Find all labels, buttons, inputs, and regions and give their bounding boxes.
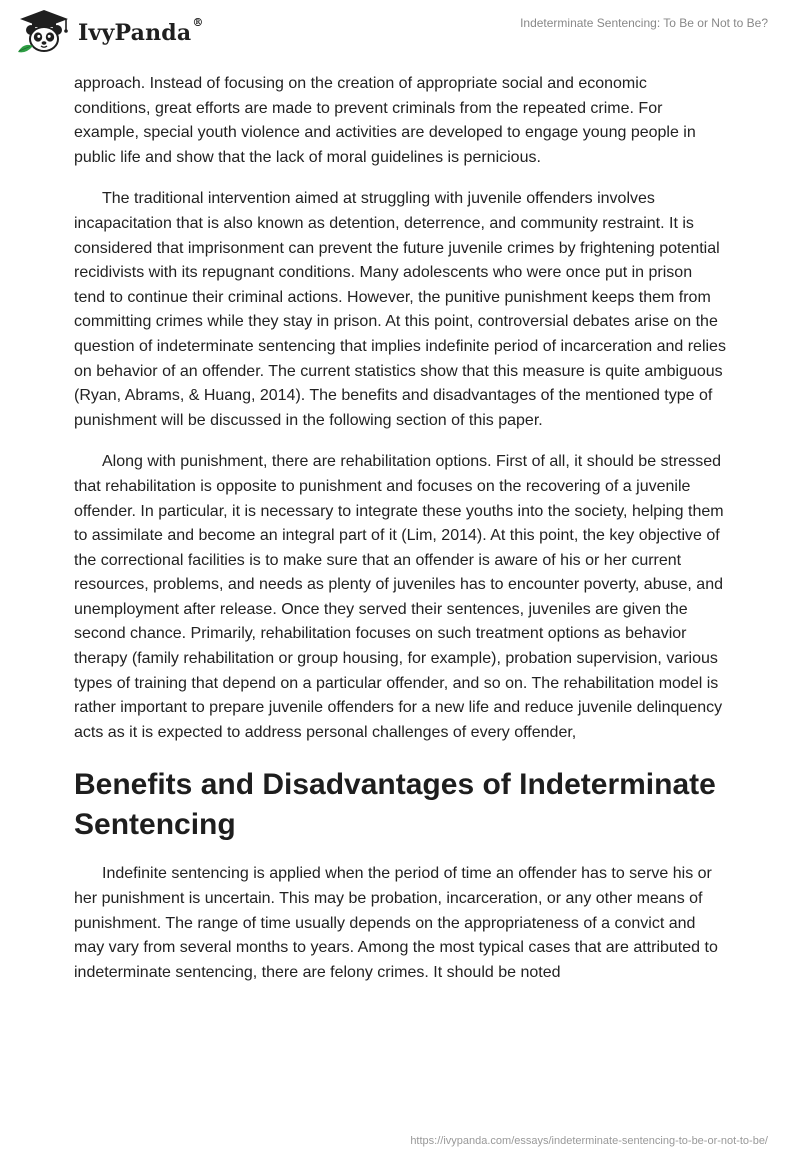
- page-header: [0, 0, 800, 70]
- registered-mark: ®: [192, 16, 204, 29]
- section-heading: Benefits and Disadvantages of Indeterminate Sentencing: [74, 768, 716, 842]
- logo-name: IvyPanda: [78, 20, 192, 46]
- paragraph-indefinite-sentencing: Indefinite sentencing is applied when the period of time an offender has to serve his or her punishment is uncertain. This may be probation, incarceration, or any other means of punishment. The range of time usually depends on the appropriateness of a convict and may vary from several months to years. Among the most typical cases that are attributed to indeterminate sentencing, there are felony crimes. It should be noted: [74, 865, 718, 981]
- panda-graduate-icon: [16, 8, 72, 56]
- ivypanda-logo[interactable]: [16, 8, 204, 56]
- document-title: Indeterminate Sentencing: To Be or Not to Be?: [520, 16, 768, 30]
- paragraph-rehabilitation: Along with punishment, there are rehabilitation options. First of all, it should be stressed that rehabilitation is opposite to punishment and focuses on the recovering of a juvenile offender. In particular, it is necessary to integrate these youths into the society, helping them to assimilate and become an integral part of it (Lim, 2014). At this point, the key objective of the correctional facilities is to make sure that an offender is aware of his or her current resources, problems, and needs as plenty of juveniles has to encounter poverty, abuse, and unemployment after release. Once they served their sentences, juveniles are given the second chance. Primarily, rehabilitation focuses on such treatment options as behavior therapy (family rehabilitation or group housing, for example), probation supervision, various types of training that depend on a particular offender, and so on. The rehabilitation model is rather important to prepare juvenile offenders for a new life and reduce juvenile delinquency acts as it is expected to address personal challenges of every offender,: [74, 453, 724, 741]
- logo-wordmark: [78, 16, 204, 46]
- essay-body: [74, 72, 726, 985]
- paragraph-continuation: approach. Instead of focusing on the creation of appropriate social and economic conditions, great efforts are made to prevent criminals from the repeated crime. For example, special youth violence and activities are developed to engage young people in public life and show that the lack of moral guidelines is pernicious.: [74, 75, 696, 166]
- source-url[interactable]: https://ivypanda.com/essays/indeterminate-sentencing-to-be-or-not-to-be/: [410, 1135, 768, 1147]
- paragraph-traditional-intervention: The traditional intervention aimed at struggling with juvenile offenders involves incapacitation that is also known as detention, deterrence, and community restraint. It is considered that imprisonment can prevent the future juvenile crimes by frightening potential recidivists with its repugnant conditions. Many adolescents who were once put in prison tend to continue their criminal actions. However, the punitive punishment keeps them from committing crimes while they stay in prison. At this point, controversial debates arise on the question of indeterminate sentencing that implies indefinite period of incarceration and relies on behavior of an offender. The current statistics show that this measure is quite ambiguous (Ryan, Abrams, & Huang, 2014). The benefits and disadvantages of the mentioned type of punishment will be discussed in the following section of this paper.: [74, 190, 726, 429]
